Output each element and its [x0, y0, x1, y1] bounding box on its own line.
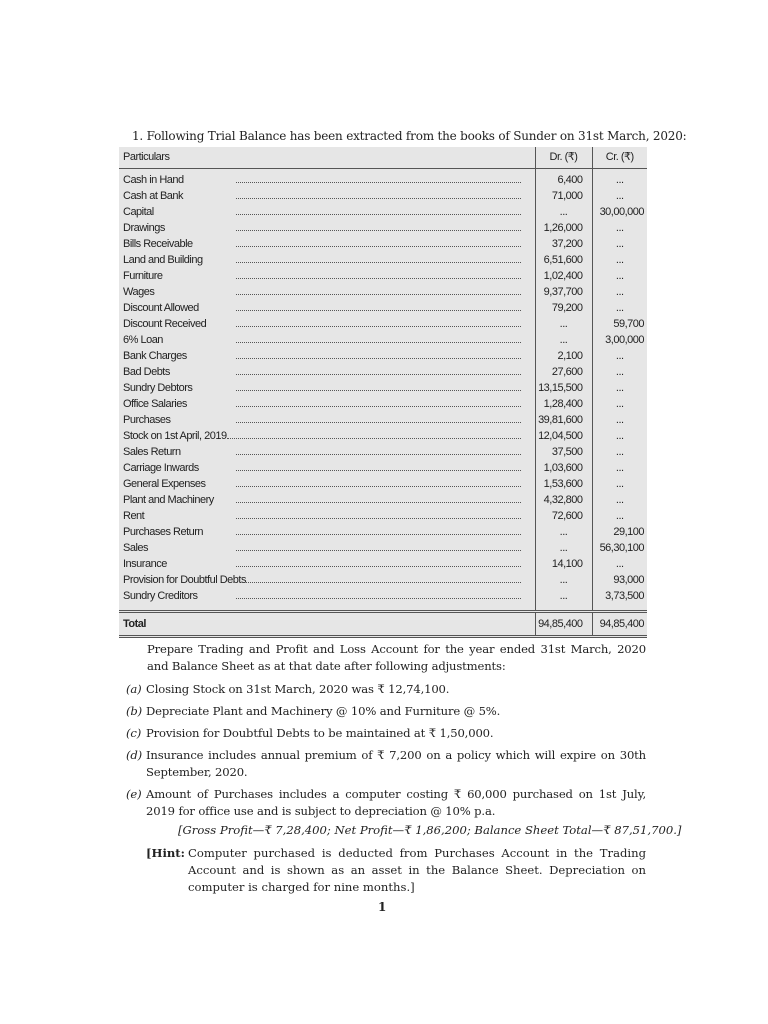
row-particulars [119, 169, 535, 189]
row-debit: 72,600 [535, 508, 592, 524]
table-row [119, 428, 647, 444]
leader-dots [236, 364, 521, 375]
leader-dots [236, 284, 521, 295]
leader-dots [236, 348, 521, 359]
adjustment-text: Closing Stock on 31st March, 2020 was ₹ 12,74,100. [146, 682, 450, 696]
table-row [119, 524, 647, 540]
page-number: 1 [378, 900, 387, 914]
row-label: Provision for Doubtful Debts [123, 574, 246, 586]
row-debit: 37,500 [535, 444, 592, 460]
row-particulars [119, 268, 535, 284]
adjustment-mark: (a) [126, 682, 142, 696]
row-label: Bank Charges [123, 350, 187, 362]
row-label: Plant and Machinery [123, 494, 214, 506]
row-credit: ... [592, 220, 647, 236]
leader-dots [236, 588, 521, 599]
row-particulars [119, 316, 535, 332]
total-credit: 94,85,400 [592, 612, 647, 637]
table-row [119, 540, 647, 556]
row-debit: 71,000 [535, 188, 592, 204]
row-particulars [119, 508, 535, 524]
row-debit: 1,28,400 [535, 396, 592, 412]
row-credit: 29,100 [592, 524, 647, 540]
leader-dots [236, 460, 521, 471]
row-label: Wages [123, 286, 155, 298]
row-particulars [119, 476, 535, 492]
row-credit: ... [592, 252, 647, 268]
table-row [119, 460, 647, 476]
table-row [119, 284, 647, 300]
row-label: Office Salaries [123, 398, 187, 410]
leader-dots [227, 428, 521, 439]
row-debit: 1,02,400 [535, 268, 592, 284]
row-credit: 56,30,100 [592, 540, 647, 556]
table-row [119, 508, 647, 524]
row-particulars [119, 220, 535, 236]
row-label: Cash at Bank [123, 190, 184, 202]
row-particulars [119, 588, 535, 604]
row-credit: ... [592, 412, 647, 428]
row-label: Stock on 1st April, 2019 [123, 430, 227, 442]
row-debit: 12,04,500 [535, 428, 592, 444]
row-particulars [119, 284, 535, 300]
header-debit: Dr. (₹) [535, 147, 592, 169]
row-debit: ... [535, 524, 592, 540]
table-row [119, 476, 647, 492]
row-particulars [119, 364, 535, 380]
adjustment-item [126, 747, 646, 781]
row-label: Purchases [123, 414, 171, 426]
row-debit: 14,100 [535, 556, 592, 572]
row-debit: ... [535, 316, 592, 332]
row-debit: 9,37,700 [535, 284, 592, 300]
row-particulars [119, 188, 535, 204]
table-row [119, 396, 647, 412]
table-row [119, 588, 647, 604]
row-particulars [119, 412, 535, 428]
row-debit: 4,32,800 [535, 492, 592, 508]
leader-dots [236, 492, 521, 503]
header-particulars: Particulars [119, 147, 535, 169]
row-particulars [119, 524, 535, 540]
table-row [119, 252, 647, 268]
row-credit: ... [592, 348, 647, 364]
row-label: Land and Building [123, 254, 203, 266]
row-credit: 3,73,500 [592, 588, 647, 604]
row-credit: ... [592, 300, 647, 316]
row-credit: ... [592, 236, 647, 252]
table-row [119, 236, 647, 252]
row-credit: ... [592, 396, 647, 412]
row-credit: ... [592, 380, 647, 396]
table-row [119, 556, 647, 572]
table-body [119, 169, 647, 637]
table-row [119, 204, 647, 220]
adjustment-text: Depreciate Plant and Machinery @ 10% and Furniture @ 5%. [146, 704, 501, 718]
row-label: Discount Allowed [123, 302, 199, 314]
leader-dots [236, 540, 521, 551]
adjustment-text: Amount of Purchases includes a computer costing ₹ 60,000 purchased on 1st July, 2019 for office use and is subject to depreciation @ 10% p.a. [146, 787, 646, 818]
row-debit: 27,600 [535, 364, 592, 380]
row-particulars [119, 332, 535, 348]
leader-dots [236, 444, 521, 455]
total-debit: 94,85,400 [535, 612, 592, 637]
leader-dots [236, 204, 521, 215]
table-header-row [119, 147, 647, 169]
adjustment-item [126, 786, 646, 820]
row-label: Insurance [123, 558, 167, 570]
row-particulars [119, 572, 535, 588]
row-particulars [119, 380, 535, 396]
leader-dots [236, 220, 521, 231]
row-debit: 6,51,600 [535, 252, 592, 268]
leader-dots [236, 268, 521, 279]
adjustment-mark: (b) [126, 704, 143, 718]
hint-text: Computer purchased is deducted from Purchases Account in the Trading Account and is shown as an asset in the Balance Sheet. Depreciation on computer is charged for nine months.] [188, 846, 646, 894]
table-row [119, 332, 647, 348]
leader-dots [236, 188, 521, 199]
row-credit: ... [592, 460, 647, 476]
row-debit: 79,200 [535, 300, 592, 316]
trial-balance-table [119, 147, 647, 638]
leader-dots [246, 572, 521, 583]
row-particulars [119, 556, 535, 572]
header-credit: Cr. (₹) [592, 147, 647, 169]
table-row [119, 364, 647, 380]
row-particulars [119, 300, 535, 316]
row-label: Sales Return [123, 446, 181, 458]
hint-label: [Hint: [146, 846, 185, 860]
adjustment-mark: (c) [126, 726, 142, 740]
row-particulars [119, 428, 535, 444]
adjustment-mark: (d) [126, 748, 143, 762]
leader-dots [236, 412, 521, 423]
leader-dots [236, 172, 521, 183]
adjustment-item [126, 681, 646, 698]
leader-dots [236, 332, 521, 343]
row-label: Cash in Hand [123, 174, 184, 186]
leader-dots [236, 556, 521, 567]
row-credit: ... [592, 169, 647, 189]
row-credit: 59,700 [592, 316, 647, 332]
table-row [119, 572, 647, 588]
row-label: General Expenses [123, 478, 206, 490]
row-debit: ... [535, 572, 592, 588]
row-debit: 39,81,600 [535, 412, 592, 428]
row-particulars [119, 396, 535, 412]
row-label: Bills Receivable [123, 238, 193, 250]
table-row [119, 348, 647, 364]
row-label: 6% Loan [123, 334, 163, 346]
leader-dots [236, 396, 521, 407]
adjustments-list [126, 681, 646, 825]
row-label: Purchases Return [123, 526, 204, 538]
adjustment-item [126, 703, 646, 720]
row-debit: 6,400 [535, 169, 592, 189]
table-row [119, 316, 647, 332]
spacer-row [119, 604, 647, 612]
row-debit: ... [535, 588, 592, 604]
row-particulars [119, 236, 535, 252]
table-row [119, 220, 647, 236]
row-credit: ... [592, 508, 647, 524]
row-particulars [119, 540, 535, 556]
row-credit: ... [592, 268, 647, 284]
row-label: Capital [123, 206, 154, 218]
leader-dots [236, 476, 521, 487]
adjustment-text: Provision for Doubtful Debts to be maintained at ₹ 1,50,000. [146, 726, 494, 740]
table-row [119, 380, 647, 396]
row-label: Rent [123, 510, 145, 522]
row-debit: ... [535, 540, 592, 556]
row-credit: 30,00,000 [592, 204, 647, 220]
leader-dots [236, 316, 521, 327]
row-credit: ... [592, 476, 647, 492]
question-title: 1. Following Trial Balance has been extracted from the books of Sunder on 31st March, 2020: [132, 129, 687, 143]
row-label: Sales [123, 542, 149, 554]
row-credit: 93,000 [592, 572, 647, 588]
row-label: Bad Debts [123, 366, 170, 378]
row-label: Drawings [123, 222, 165, 234]
row-label: Furniture [123, 270, 163, 282]
total-label: Total [119, 612, 535, 637]
row-particulars [119, 348, 535, 364]
adjustment-text: Insurance includes annual premium of ₹ 7,200 on a policy which will expire on 30th September, 2020. [146, 748, 646, 779]
leader-dots [236, 508, 521, 519]
row-credit: ... [592, 188, 647, 204]
table-row [119, 444, 647, 460]
row-credit: ... [592, 364, 647, 380]
row-particulars [119, 204, 535, 220]
row-particulars [119, 444, 535, 460]
row-debit: ... [535, 332, 592, 348]
leader-dots [236, 236, 521, 247]
row-debit: 13,15,500 [535, 380, 592, 396]
total-row [119, 612, 647, 637]
leader-dots [236, 252, 521, 263]
table-row [119, 492, 647, 508]
row-debit: 1,53,600 [535, 476, 592, 492]
row-credit: ... [592, 428, 647, 444]
row-particulars [119, 492, 535, 508]
row-credit: ... [592, 444, 647, 460]
hint-block [146, 845, 646, 896]
row-credit: 3,00,000 [592, 332, 647, 348]
row-label: Carriage Inwards [123, 462, 199, 474]
leader-dots [236, 300, 521, 311]
row-label: Sundry Debtors [123, 382, 193, 394]
row-debit: ... [535, 204, 592, 220]
adjustment-item [126, 725, 646, 742]
answer-line: [Gross Profit—₹ 7,28,400; Net Profit—₹ 1,86,200; Balance Sheet Total—₹ 87,51,700.] [178, 823, 682, 837]
row-particulars [119, 252, 535, 268]
row-debit: 37,200 [535, 236, 592, 252]
row-credit: ... [592, 492, 647, 508]
row-label: Sundry Creditors [123, 590, 198, 602]
row-debit: 2,100 [535, 348, 592, 364]
row-debit: 1,26,000 [535, 220, 592, 236]
row-credit: ... [592, 284, 647, 300]
table-row [119, 300, 647, 316]
table-row [119, 412, 647, 428]
instruction-text: Prepare Trading and Profit and Loss Account for the year ended 31st March, 2020 and Balance Sheet as at that date after following adjustments: [147, 642, 646, 673]
adjustment-mark: (e) [126, 787, 142, 801]
leader-dots [236, 380, 521, 391]
row-particulars [119, 460, 535, 476]
table-row [119, 169, 647, 189]
leader-dots [236, 524, 521, 535]
row-label: Discount Received [123, 318, 207, 330]
row-credit: ... [592, 556, 647, 572]
table-row [119, 268, 647, 284]
row-debit: 1,03,600 [535, 460, 592, 476]
table-row [119, 188, 647, 204]
